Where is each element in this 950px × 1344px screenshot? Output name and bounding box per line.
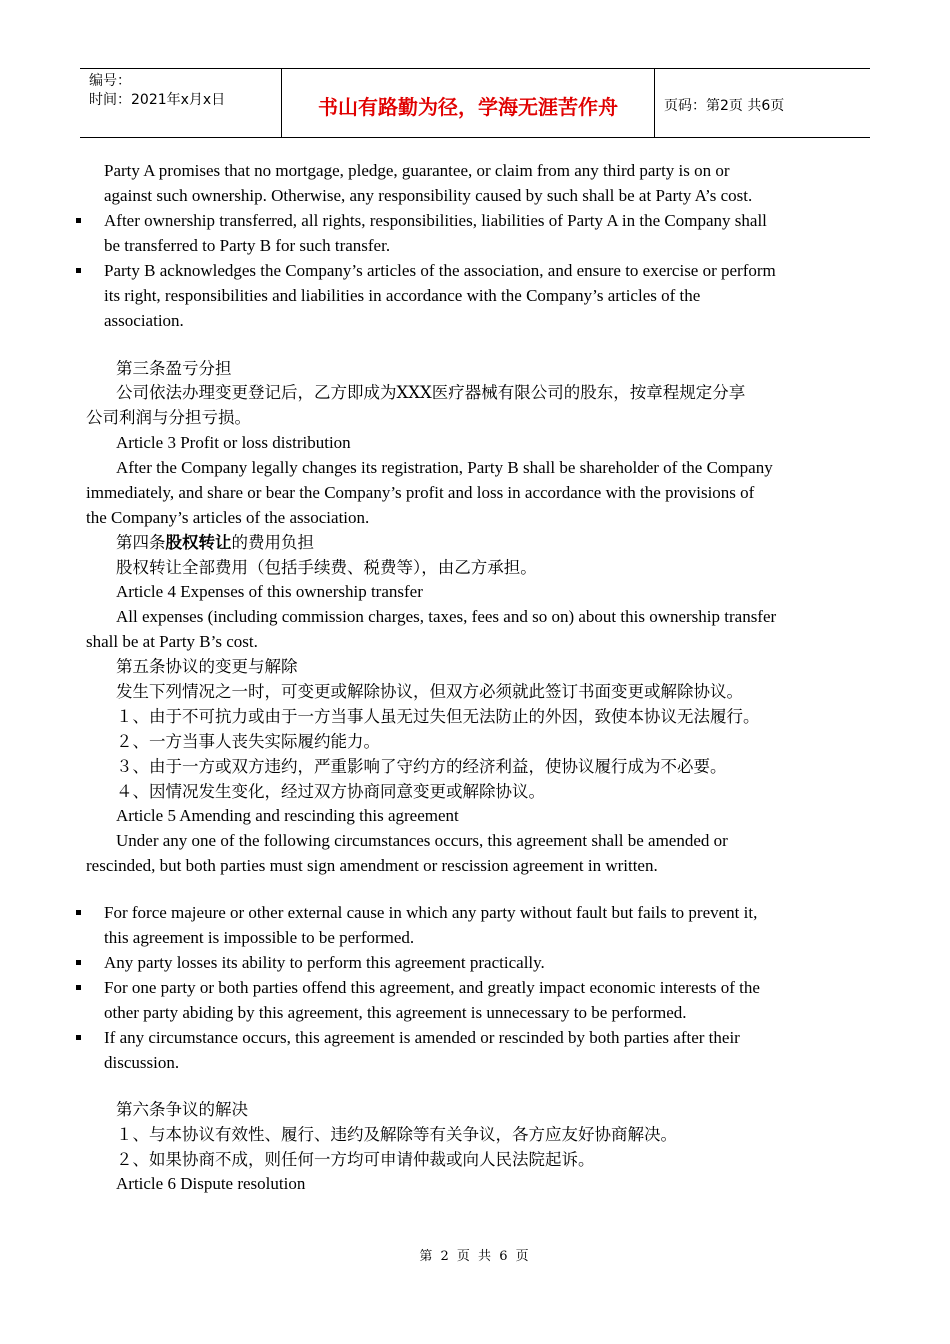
article-3-en-title: Article 3 Profit or loss distribution	[116, 433, 351, 452]
paragraph-line: 公司依法办理变更登记后，乙方即成为XXX医疗器械有限公司的股东，按章程规定分享	[116, 383, 746, 402]
bullet-item-line: For force majeure or other external cause in which any party without fault but fails to prevent it,	[104, 903, 758, 922]
paragraph-line: １、由于不可抗力或由于一方当事人虽无过失但无法防止的外因，致使本协议无法履行。	[116, 707, 760, 726]
bullet-item-line: this agreement is impossible to be performed.	[104, 928, 415, 947]
paragraph-line: All expenses (including commission charges, taxes, fees and so on) about this ownership transfer	[116, 607, 777, 626]
header-page-info: 页码：第2页 共6页	[664, 98, 785, 114]
paragraph-line: ３、由于一方或双方违约，严重影响了守约方的经济利益，使协议履行成为不必要。	[116, 757, 727, 776]
paragraph-line: 发生下列情况之一时，可变更或解除协议，但双方必须就此签订书面变更或解除协议。	[116, 682, 743, 701]
page-header	[80, 68, 870, 138]
page-footer: 第 2 页 共 6 页	[419, 1249, 531, 1264]
bullet-icon	[76, 910, 81, 915]
paragraph-line: After the Company legally changes its registration, Party B shall be shareholder of the Company	[116, 458, 773, 477]
paragraph-line: ４、因情况发生变化，经过双方协商同意变更或解除协议。	[116, 782, 545, 801]
article-6-zh-title: 第六条争议的解决	[116, 1100, 248, 1119]
bullet-icon	[76, 960, 81, 965]
bullet-item-line: Any party losses its ability to perform this agreement practically.	[104, 953, 545, 972]
article-5-en-title: Article 5 Amending and rescinding this agreement	[116, 806, 459, 825]
article-6-en-title: Article 6 Dispute resolution	[116, 1174, 306, 1193]
bullet-icon	[76, 985, 81, 990]
paragraph-line: Party A promises that no mortgage, pledge, guarantee, or claim from any third party is on or	[104, 161, 730, 180]
paragraph-line: the Company’s articles of the association.	[86, 508, 370, 527]
article-3-zh-title: 第三条盈亏分担	[116, 359, 232, 378]
paragraph-line: ２、如果协商不成，则任何一方均可申请仲裁或向人民法院起诉。	[116, 1150, 595, 1169]
bullet-item-line: its right, responsibilities and liabilities in accordance with the Company’s articles of the	[104, 286, 701, 305]
header-motto-cell	[282, 69, 655, 137]
bullet-item-line: Party B acknowledges the Company’s articles of the association, and ensure to exercise or perform	[104, 261, 776, 280]
paragraph-line: Under any one of the following circumstances occurs, this agreement shall be amended or	[116, 831, 728, 850]
article-4-zh-title: 第四条股权转让的费用负担	[116, 533, 314, 552]
paragraph-line: against such ownership. Otherwise, any responsibility caused by such shall be at Party A’s cost.	[104, 186, 753, 205]
bullet-icon	[76, 218, 81, 223]
bullet-item-line: discussion.	[104, 1053, 180, 1072]
paragraph-line: 公司利润与分担亏损。	[86, 408, 251, 427]
bullet-item-line: After ownership transferred, all rights, responsibilities, liabilities of Party A in the Company shall	[104, 211, 767, 230]
article-4-en-title: Article 4 Expenses of this ownership transfer	[116, 582, 423, 601]
document-date-label: 时间：2021年x月x日	[89, 92, 226, 108]
bullet-item-line: be transferred to Party B for such transfer.	[104, 236, 391, 255]
bullet-item-line: other party abiding by this agreement, this agreement is unnecessary to be performed.	[104, 1003, 687, 1022]
paragraph-line: shall be at Party B’s cost.	[86, 632, 258, 651]
header-motto: 书山有路勤为径，学海无涯苦作舟	[318, 95, 618, 119]
bullet-item-line: association.	[104, 311, 184, 330]
paragraph-line: 股权转让全部费用（包括手续费、税费等），由乙方承担。	[116, 558, 537, 577]
bullet-icon	[76, 268, 81, 273]
article-5-zh-title: 第五条协议的变更与解除	[116, 657, 298, 676]
paragraph-line: rescinded, but both parties must sign amendment or rescission agreement in written.	[86, 856, 658, 875]
paragraph-line: immediately, and share or bear the Company’s profit and loss in accordance with the provisions of	[86, 483, 755, 502]
bullet-item-line: If any circumstance occurs, this agreement is amended or rescinded by both parties after their	[104, 1028, 740, 1047]
paragraph-line: ２、一方当事人丧失实际履约能力。	[116, 732, 380, 751]
bullet-item-line: For one party or both parties offend this agreement, and greatly impact economic interests of the	[104, 978, 760, 997]
document-number-label: 编号：	[89, 73, 131, 89]
bullet-icon	[76, 1035, 81, 1040]
paragraph-line: １、与本协议有效性、履行、违约及解除等有关争议，各方应友好协商解决。	[116, 1125, 677, 1144]
header-page-cell	[655, 69, 870, 137]
header-left-cell	[80, 69, 282, 137]
